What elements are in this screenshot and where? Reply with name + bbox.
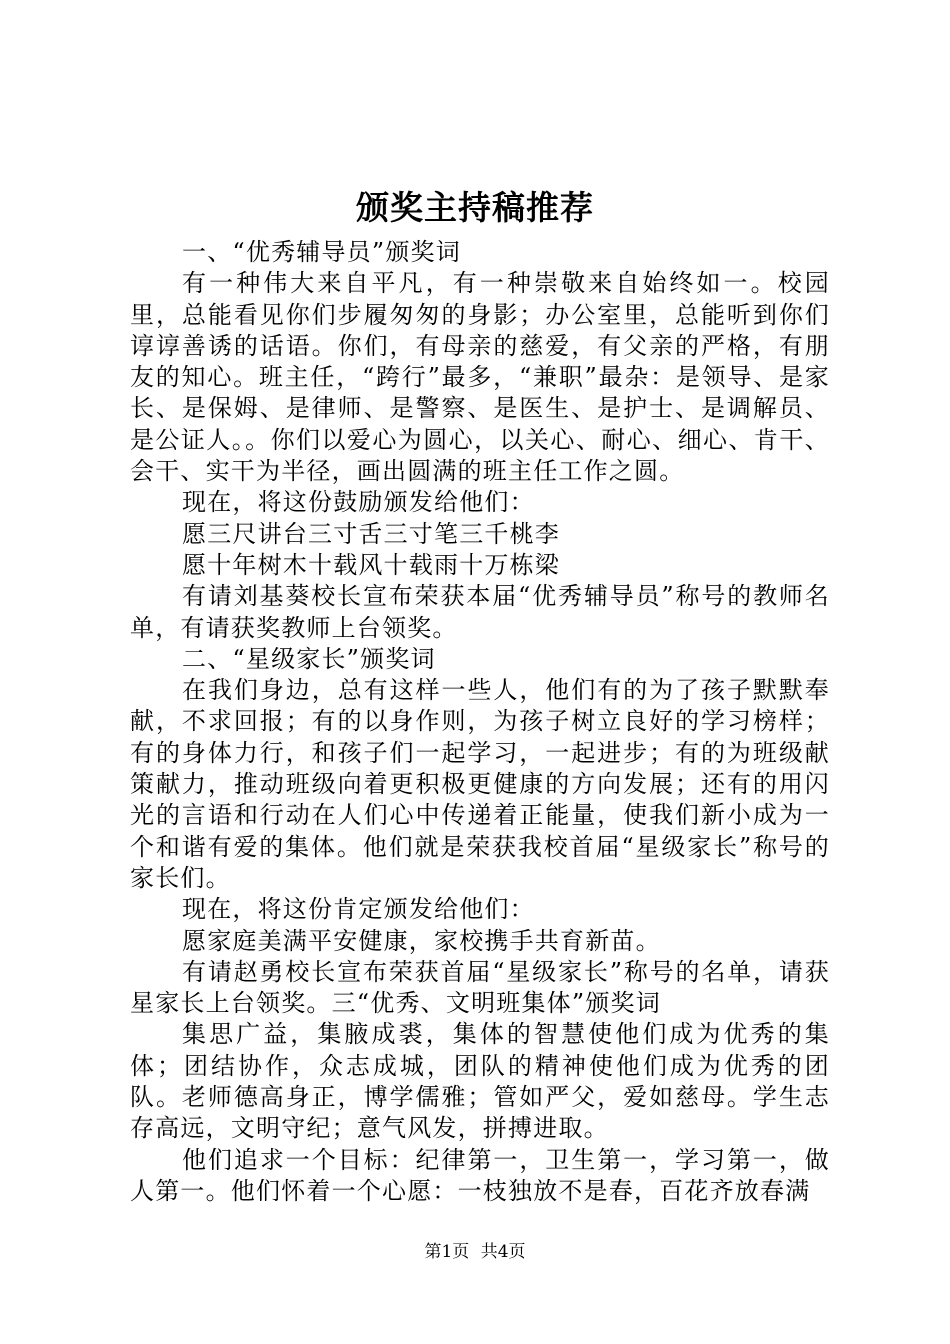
section-heading-2: 二、“星级家长”颁奖词 <box>182 644 436 673</box>
page-footer <box>0 1240 950 1264</box>
page-total: 共4页 <box>480 1242 526 1262</box>
paragraph: 有请赵勇校长宣布荣获首届“星级家长”称号的名单，请获星家长上台领奖。三“优秀、文明班集体”颁奖词 <box>130 957 830 1018</box>
document-body <box>130 237 830 1207</box>
paragraph: 有请刘基葵校长宣布荣获本届“优秀辅导员”称号的教师名单，有请获奖教师上台领奖。 <box>130 582 830 642</box>
paragraph: 他们追求一个目标：纪律第一，卫生第一，学习第一，做人第一。他们怀着一个心愿：一枝独放不是春，百花齐放春满 <box>130 1145 830 1205</box>
paragraph: 现在，将这份肯定颁发给他们： <box>182 895 535 924</box>
paragraph: 现在，将这份鼓励颁发给他们： <box>182 488 535 517</box>
page-number: 第1页 <box>424 1242 470 1262</box>
paragraph: 在我们身边，总有这样一些人，他们有的为了孩子默默奉献，不求回报；有的以身作则，为孩子树立良好的学习榜样；有的身体力行，和孩子们一起学习，一起进步；有的为班级献策献力，推动班级向着更积极更健康的方向发展；还有的用闪光的言语和行动在人们心中传递着正能量，使我们新小成为一个和谐有爱的集体。他们就是荣获我校首届“星级家长”称号的家长们。 <box>130 676 830 892</box>
paragraph: 愿十年树木十载风十载雨十万栋梁 <box>182 550 560 579</box>
paragraph: 愿三尺讲台三寸舌三寸笔三千桃李 <box>182 519 560 548</box>
document-title: 颁奖主持稿推荐 <box>356 188 594 227</box>
paragraph: 有一种伟大来自平凡，有一种崇敬来自始终如一。校园里，总能看见你们步履匆匆的身影；办公室里，总能听到你们谆谆善诱的话语。你们，有母亲的慈爱，有父亲的严格，有朋友的知心。班主任，“跨行”最多，“兼职”最杂：是领导、是家长、是保姆、是律师、是警察、是医生、是护士、是调解员、是公证人。。你们以爱心为圆心，以关心、耐心、细心、肯干、会干、实干为半径，画出圆满的班主任工作之圆。 <box>130 269 830 486</box>
section-heading-1: 一、“优秀辅导员”颁奖词 <box>182 238 461 266</box>
paragraph: 集思广益，集腋成裘，集体的智慧使他们成为优秀的集体；团结协作，众志成城，团队的精神使他们成为优秀的团队。老师德高身正，博学儒雅；管如严父，爱如慈母。学生志存高远，文明守纪；意气风发，拼搏进取。 <box>130 1020 830 1143</box>
paragraph: 愿家庭美满平安健康，家校携手共育新苗。 <box>182 926 661 955</box>
